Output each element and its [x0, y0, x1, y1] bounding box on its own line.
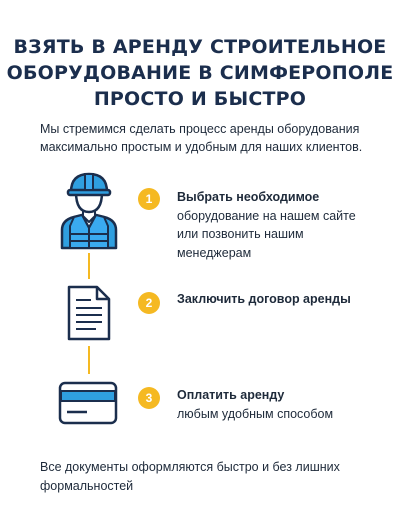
- worker-icon: [56, 170, 122, 250]
- step-number-badge-3: 3: [138, 387, 160, 409]
- step-text-3: [177, 386, 382, 423]
- credit-card-icon: [57, 380, 119, 426]
- step-1-line: или позвонить нашим: [177, 227, 304, 241]
- title-line-2: ОБОРУДОВАНИЕ В СИМФЕРОПОЛЕ: [6, 62, 394, 84]
- step-1-line: оборудование на нашем сайте: [177, 208, 356, 223]
- step-1-line: менеджерам: [177, 245, 252, 260]
- step-3-line: любым удобным способом: [177, 406, 334, 421]
- step-2-bold-line: Заключить договор аренды: [177, 292, 351, 306]
- step-3-bold-line: Оплатить аренду: [177, 388, 285, 402]
- step-number-badge-1: 1: [138, 188, 160, 210]
- step-text-2: [177, 290, 382, 309]
- step-connector: [88, 346, 90, 374]
- footer-line-2: формальностей: [40, 478, 134, 493]
- intro-line-1: Мы стремимся сделать процесс аренды оборудования: [40, 122, 360, 136]
- title-line-1: ВЗЯТЬ В АРЕНДУ СТРОИТЕЛЬНОЕ: [13, 36, 387, 58]
- document-icon: [66, 284, 112, 342]
- footer-note: [40, 458, 370, 495]
- step-1-bold-line: Выбрать необходимое: [177, 190, 320, 204]
- step-connector: [88, 253, 90, 279]
- title-line-3: ПРОСТО И БЫСТРО: [93, 88, 307, 110]
- footer-line-1: Все документы оформляются быстро и без лишних: [40, 460, 340, 474]
- step-number-badge-2: 2: [138, 292, 160, 314]
- step-text-1: [177, 188, 382, 262]
- intro-line-2: максимально простым и удобным для наших клиентов.: [40, 140, 363, 154]
